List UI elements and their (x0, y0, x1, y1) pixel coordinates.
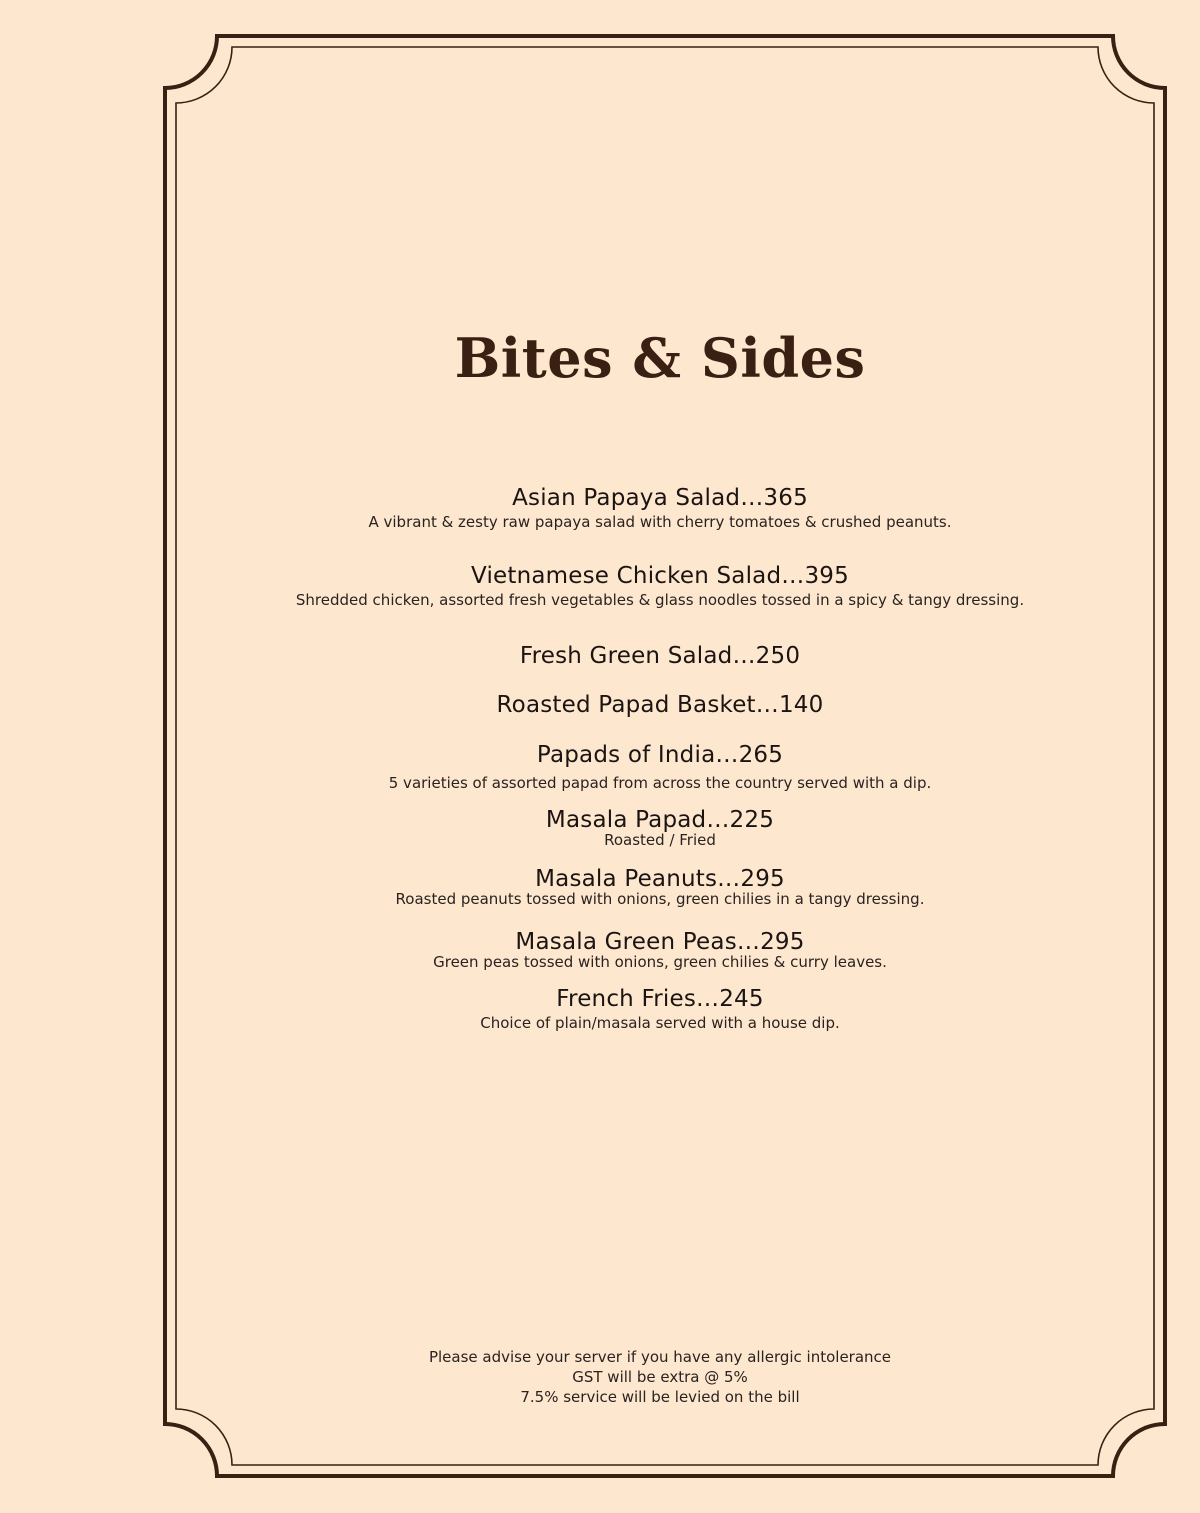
item-name: Roasted Papad Basket…140 (496, 692, 824, 718)
item-description: A vibrant & zesty raw papaya salad with cherry tomatoes & crushed peanuts. (368, 513, 952, 531)
menu-item (160, 865, 1160, 909)
item-name: Masala Green Peas…295 (515, 929, 805, 955)
menu-item (160, 928, 1160, 972)
menu-item (160, 691, 1160, 719)
footer-notes (160, 1347, 1160, 1407)
menu-item (160, 484, 1160, 532)
item-description: Green peas tossed with onions, green chilies & curry leaves. (433, 953, 887, 971)
item-name: Papads of India…265 (536, 742, 784, 768)
menu-item (160, 642, 1160, 670)
menu-item (160, 806, 1160, 850)
item-description: Shredded chicken, assorted fresh vegetables & glass noodles tossed in a spicy & tangy dressing. (295, 591, 1025, 609)
item-name: French Fries…245 (556, 986, 764, 1012)
menu-item (160, 985, 1160, 1033)
item-name: Asian Papaya Salad…365 (512, 485, 808, 511)
item-name: Fresh Green Salad…250 (519, 643, 801, 669)
menu-item (160, 741, 1160, 793)
item-name: Vietnamese Chicken Salad…395 (471, 563, 849, 589)
item-name: Masala Papad…225 (545, 807, 775, 833)
item-name: Masala Peanuts…295 (535, 866, 785, 892)
item-description: 5 varieties of assorted papad from across the country served with a dip. (388, 774, 932, 792)
allergy-note: Please advise your server if you have any allergic intolerance (428, 1348, 892, 1366)
gst-note: GST will be extra @ 5% (572, 1368, 748, 1386)
item-description: Choice of plain/masala served with a house dip. (480, 1014, 840, 1032)
menu-item (160, 562, 1160, 610)
service-charge-note: 7.5% service will be levied on the bill (520, 1388, 800, 1406)
item-description: Roasted peanuts tossed with onions, green chilies in a tangy dressing. (395, 890, 925, 908)
item-description: Roasted / Fried (604, 831, 716, 849)
page-title: Bites & Sides (454, 326, 866, 390)
